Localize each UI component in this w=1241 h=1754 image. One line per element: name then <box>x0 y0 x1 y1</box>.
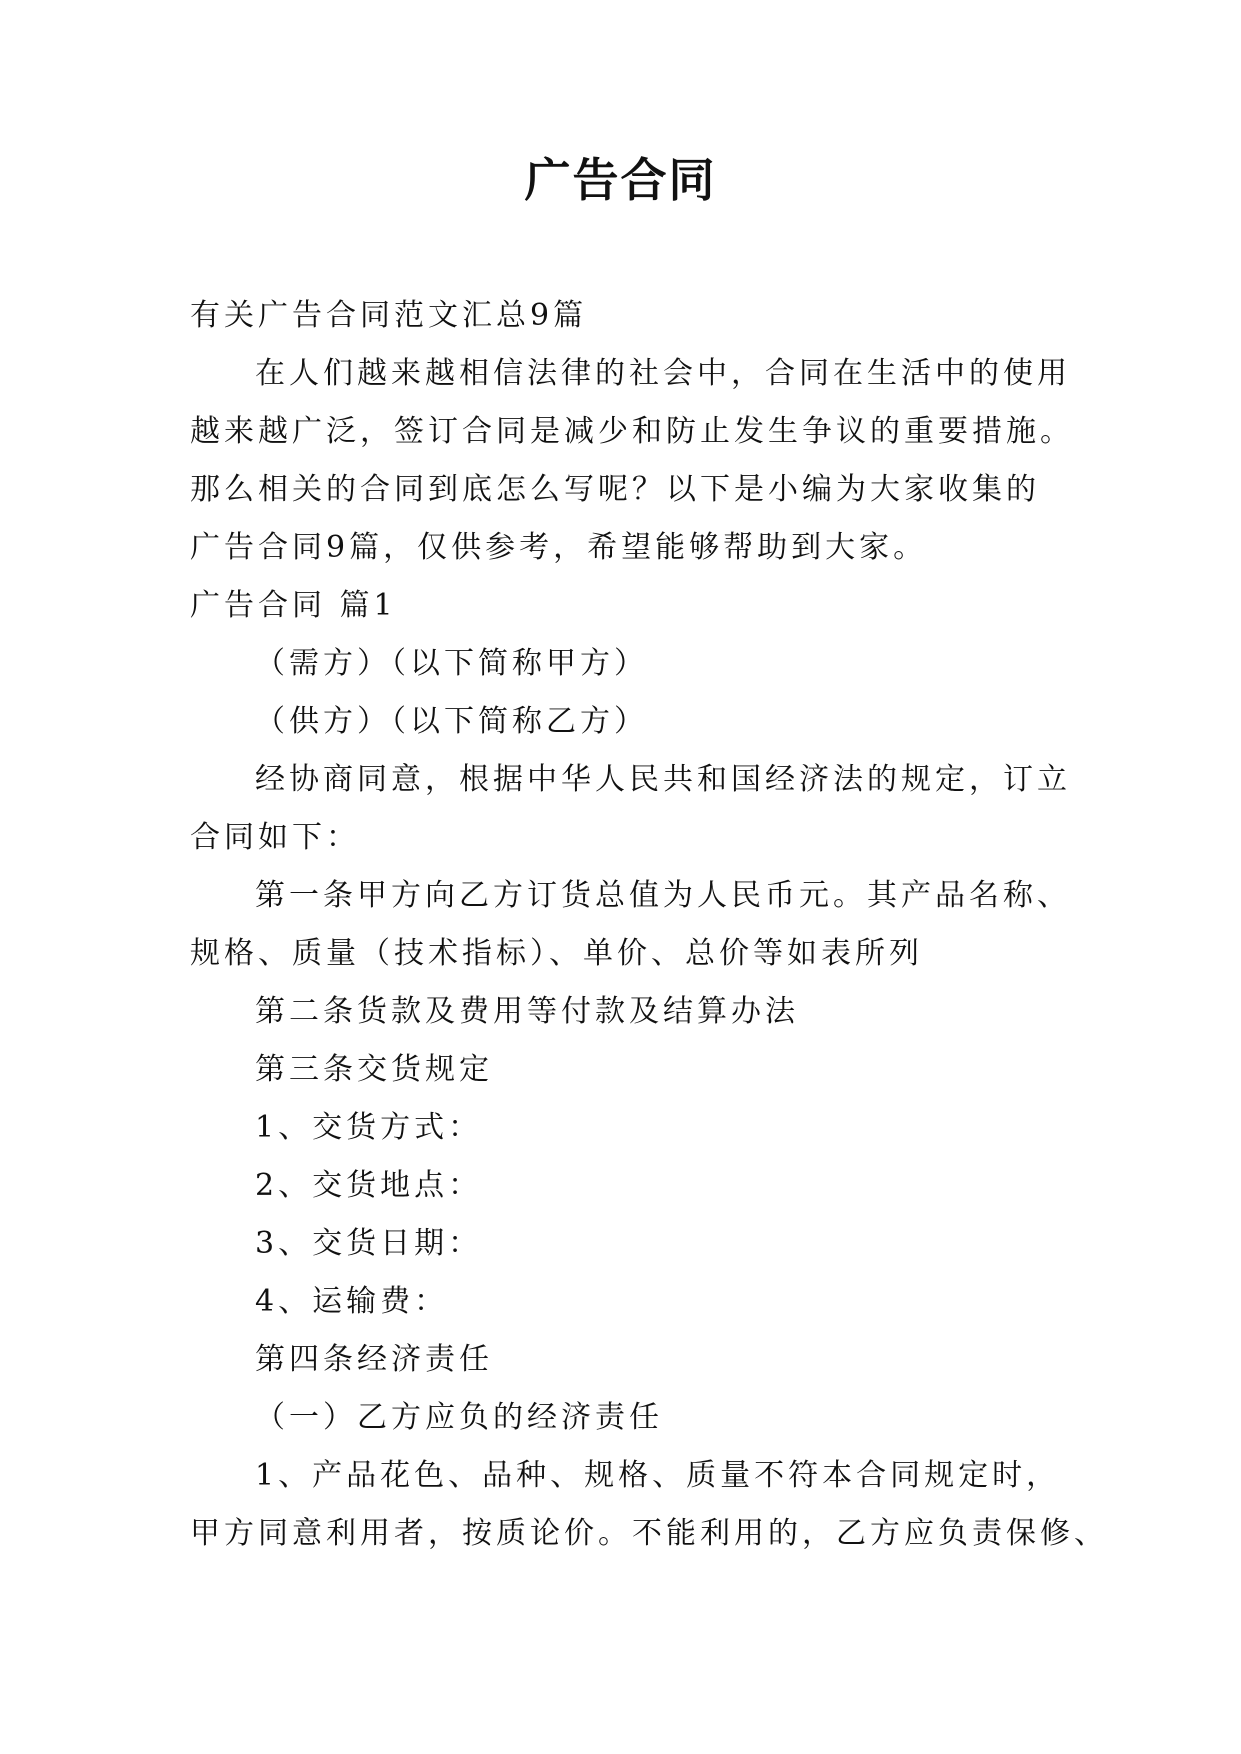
intro-heading: 有关广告合同范文汇总9篇 <box>190 298 588 333</box>
paragraph-line: 广告合同9篇，仅供参考，希望能够帮助到大家。 <box>190 530 928 565</box>
list-item: 4、运输费： <box>255 1284 449 1319</box>
party-line: （供方）（以下简称乙方） <box>255 704 648 739</box>
paragraph-line: 合同如下： <box>190 820 360 855</box>
clause-line: 第三条交货规定 <box>255 1052 493 1087</box>
clause-line: 第一条甲方向乙方订货总值为人民币元。其产品名称、 <box>255 878 1071 913</box>
document-title: 广告合同 <box>524 153 717 207</box>
paragraph-line: 那么相关的合同到底怎么写呢？以下是小编为大家收集的 <box>190 472 1040 507</box>
party-line: （需方）（以下简称甲方） <box>255 646 648 681</box>
paragraph-line: 越来越广泛，签订合同是减少和防止发生争议的重要措施。 <box>190 414 1074 449</box>
paragraph-line: 甲方同意利用者，按质论价。不能利用的，乙方应负责保修、 <box>190 1516 1108 1551</box>
paragraph-line: 在人们越来越相信法律的社会中，合同在生活中的使用 <box>255 356 1071 391</box>
list-item: 3、交货日期： <box>255 1226 483 1261</box>
clause-line: 第四条经济责任 <box>255 1342 493 1377</box>
clause-line: 规格、质量（技术指标）、单价、总价等如表所列 <box>190 936 923 971</box>
paragraph-line: 1、产品花色、品种、规格、质量不符本合同规定时， <box>255 1458 1061 1493</box>
paragraph-line: 经协商同意，根据中华人民共和国经济法的规定，订立 <box>255 762 1071 797</box>
subclause-line: （一）乙方应负的经济责任 <box>255 1400 663 1435</box>
clause-line: 第二条货款及费用等付款及结算办法 <box>255 994 799 1029</box>
list-item: 1、交货方式： <box>255 1110 483 1145</box>
section-heading: 广告合同 篇1 <box>190 588 397 623</box>
list-item: 2、交货地点： <box>255 1168 483 1203</box>
